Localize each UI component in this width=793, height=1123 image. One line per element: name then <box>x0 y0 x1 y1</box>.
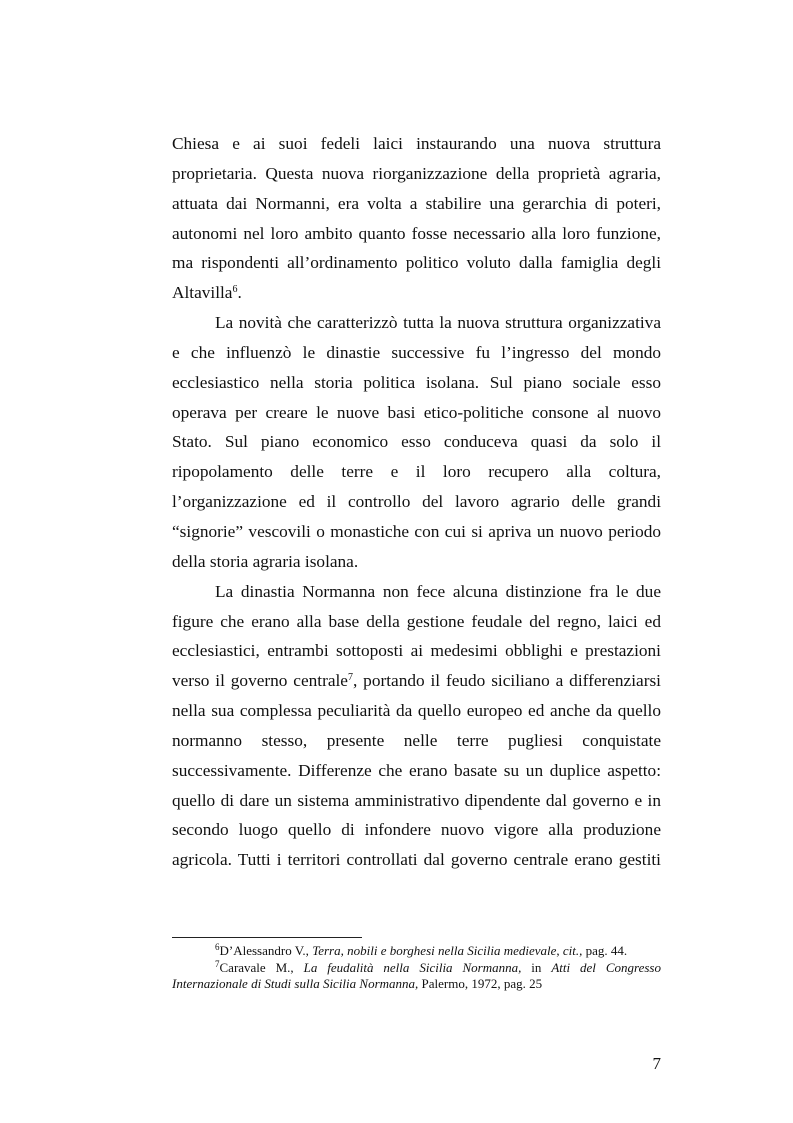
footnote-separator <box>172 937 362 938</box>
text-fragment: verso il governo centrale <box>172 671 348 691</box>
text-line: ripopolamento delle terre e il loro recupero alla coltura, <box>172 462 661 482</box>
text-fragment: Altavilla <box>172 283 233 303</box>
text-line: figure che erano alla base della gestione feudale del regno, laici ed <box>172 611 661 631</box>
text-line: Stato. Sul piano economico esso conduceva quasi da solo il <box>172 432 661 452</box>
text-line: nella sua complessa peculiarità da quello europeo ed anche da quello <box>172 701 661 721</box>
text-line: successivamente. Differenze che erano basate su un duplice aspetto: <box>172 760 661 780</box>
text-line: operava per creare le nuove basi etico-politiche consone al nuovo <box>172 402 661 422</box>
text-line: proprietaria. Questa nuova riorganizzazione della proprietà agraria, <box>172 163 661 183</box>
footnote-cit: cit., <box>562 943 583 958</box>
footnote-7-continued <box>172 976 661 993</box>
text-fragment: . <box>237 283 242 303</box>
text-line: Chiesa e ai suoi fedeli laici instaurando una nuova struttura <box>172 134 661 153</box>
footnote-number: 7 <box>215 958 220 969</box>
text-line: ecclesiastico nella storia politica isolana. Sul piano sociale esso <box>172 372 661 392</box>
text-line: ecclesiastici, entrambi sottoposti ai medesimi obblighi e prestazioni <box>172 641 661 661</box>
footnote-7 <box>172 960 661 977</box>
text-line: normanno stesso, presente nelle terre pugliesi conquistate <box>172 730 661 750</box>
body-text <box>172 129 661 875</box>
footnotes <box>172 943 661 993</box>
text-line: La novità che caratterizzò tutta la nuova struttura organizzativa <box>215 313 661 333</box>
text-line: e che influenzò le dinastie successive fu l’ingresso del mondo <box>172 342 661 362</box>
footnote-title: La feudalità nella Sicilia Normanna, <box>303 959 522 975</box>
text-line: ma rispondenti all’ordinamento politico voluto dalla famiglia degli <box>172 253 661 273</box>
text-line: agricola. Tutti i territori controllati dal governo centrale erano gestiti <box>172 850 661 870</box>
footnote-acts: Atti del Congresso <box>551 959 661 975</box>
text-line: l’organizzazione ed il controllo del lavoro agrario delle grandi <box>172 492 661 512</box>
footnote-title: Terra, nobili e borghesi nella Sicilia medievale <box>312 943 557 958</box>
text-line <box>172 278 661 308</box>
footnote-ref-7[interactable]: 7 <box>347 672 353 684</box>
text-line: della storia agraria isolana. <box>172 551 359 571</box>
footnote-ref-6[interactable]: 6 <box>232 284 238 296</box>
text-line: La dinastia Normanna non fece alcuna distinzione fra le due <box>215 581 661 601</box>
text-line: quello di dare un sistema amministrativo dipendente dal governo e in <box>172 790 661 810</box>
text-line: secondo luogo quello di infondere nuovo vigore alla produzione <box>172 820 661 840</box>
footnote-text: pag. 44. <box>582 943 628 958</box>
footnote-acts: Internazionale di Studi sulla Sicilia Normanna, <box>172 976 419 991</box>
footnote-number: 6 <box>215 942 220 952</box>
footnote-author: Caravale M., <box>219 959 304 975</box>
page-number: 7 <box>652 1054 661 1073</box>
text-line: “signorie” vescovili o monastiche con cui si apriva un nuovo periodo <box>172 521 661 541</box>
footnote-text: in <box>521 959 552 975</box>
footnote-6 <box>172 943 661 960</box>
text-fragment: , portando il feudo siciliano a differenziarsi <box>352 671 661 691</box>
footnote-text: , <box>556 943 563 958</box>
footnote-author: D’Alessandro V., <box>219 943 313 958</box>
footnote-text: Palermo, 1972, pag. 25 <box>418 976 543 991</box>
text-line: autonomi nel loro ambito quanto fosse necessario alla loro funzione, <box>172 223 661 243</box>
text-line: attuata dai Normanni, era volta a stabilire una gerarchia di poteri, <box>172 193 661 213</box>
text-line <box>172 666 661 696</box>
